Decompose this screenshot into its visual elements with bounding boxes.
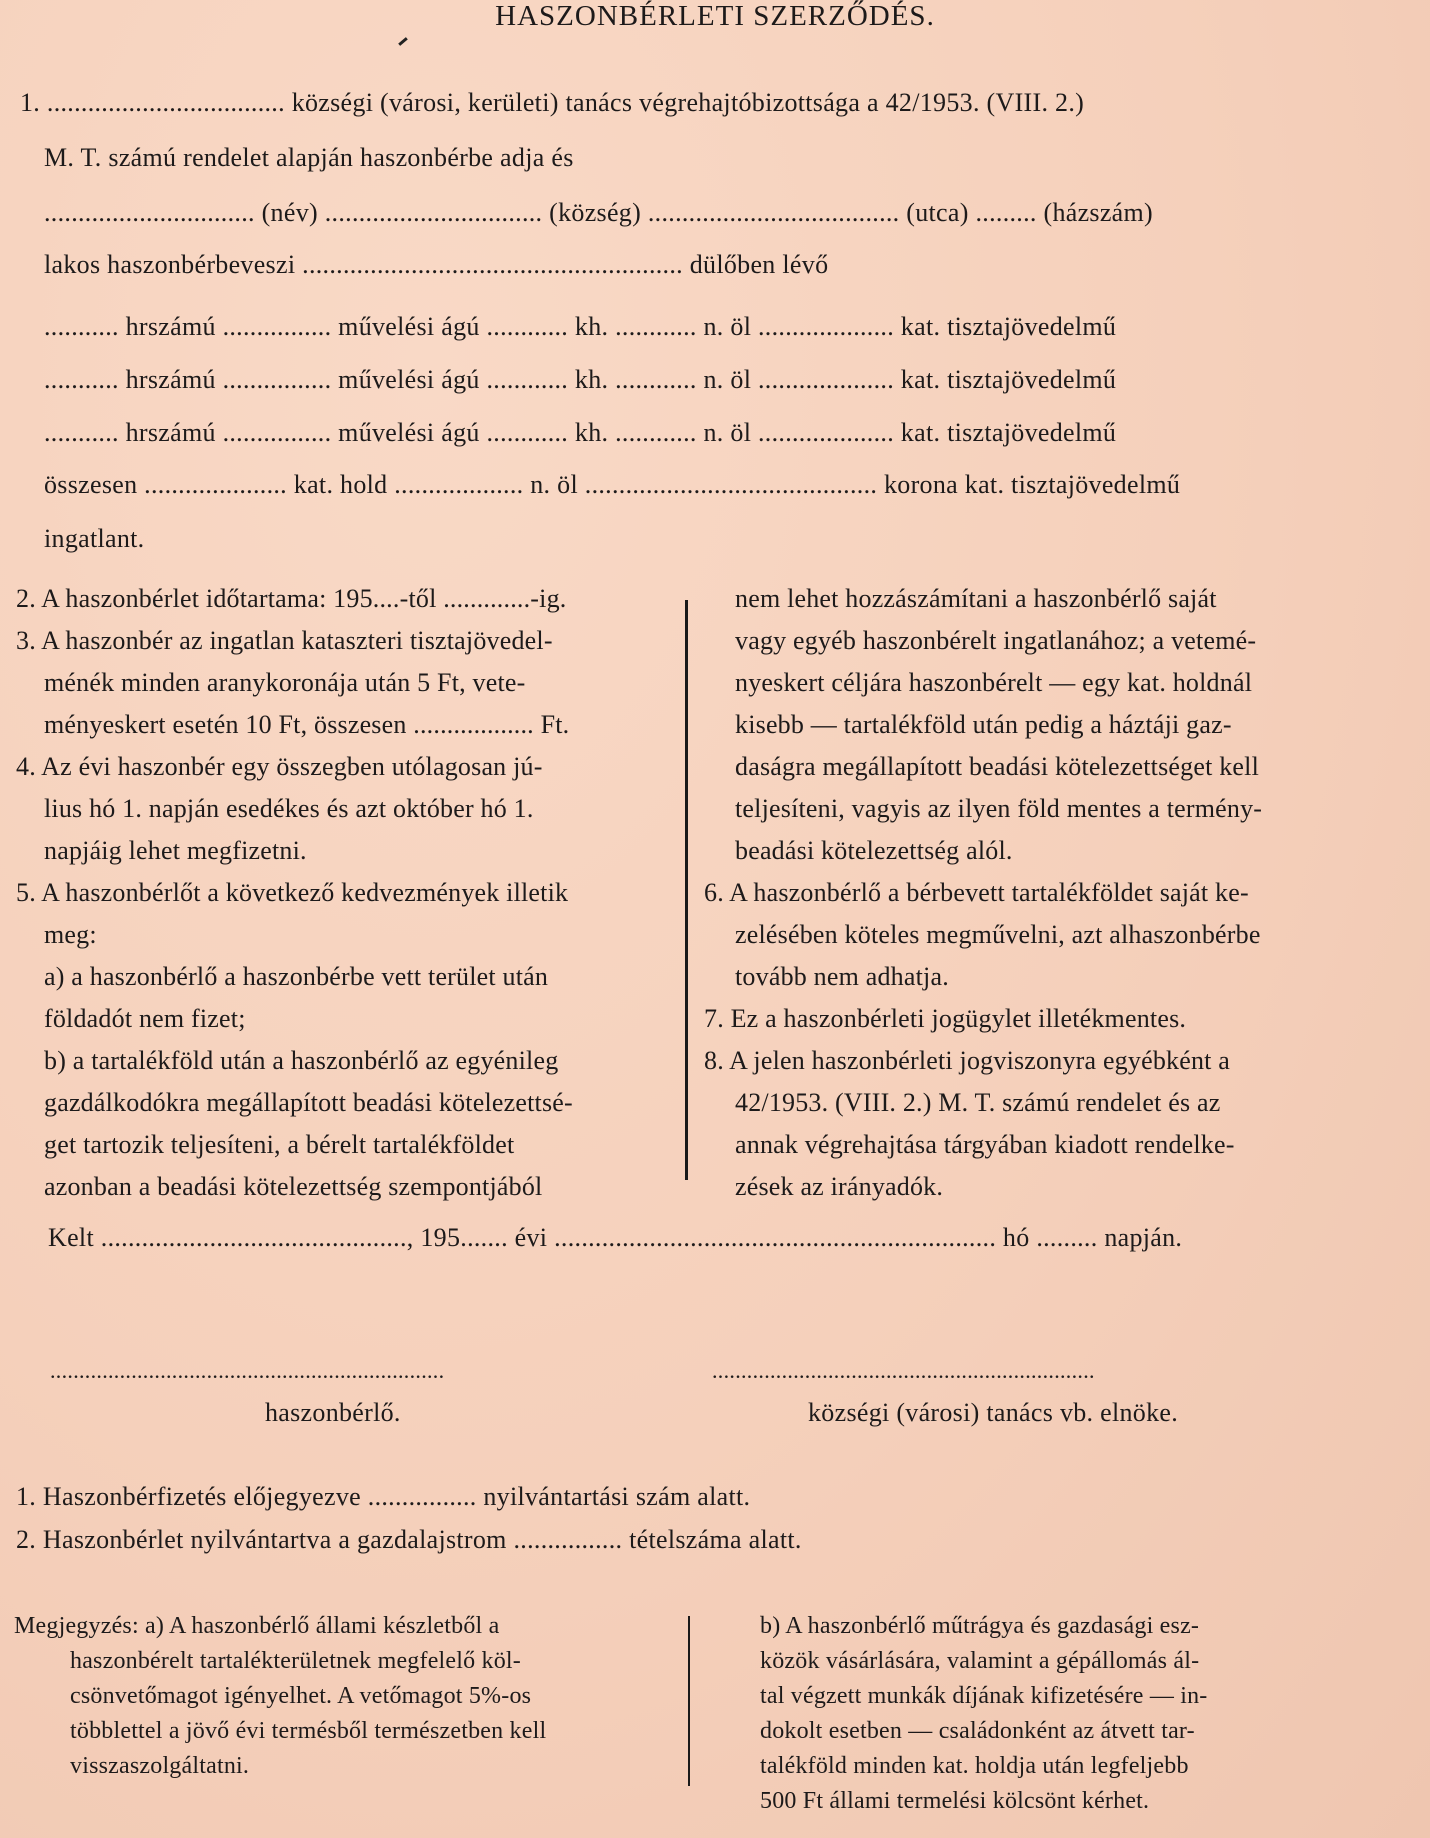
clause-7: 7. Ez a haszonbérleti jogügylet illetékmentes. (704, 1004, 1187, 1033)
registration-line-2: 2. Haszonbérlet nyilvántartva a gazdalajstrom ................ tételszáma alatt. (16, 1525, 802, 1554)
head-line-3: ............................... (név) ................................ (község) ..................................... (utca) ......... (házszám) (44, 198, 1154, 227)
clause-3-line-1: 3. A haszonbér az ingatlan kataszteri tisztajövedel- (16, 626, 553, 655)
parcel-line-1: ........... hrszámú ................ művelési ágú ............ kh. ............ n. öl .................... kat. tisztajövedelmű (44, 312, 1117, 341)
note-left (14, 1613, 684, 1813)
column-divider (685, 600, 688, 1180)
clause-5b-line-2: gazdálkodókra megállapított beadási kötelezettsé- (44, 1088, 573, 1117)
clause-4-line-1: 4. Az évi haszonbér egy összegben utólagosan jú- (16, 752, 543, 781)
clause-5b-line-1: b) a tartalékföld után a haszonbérlő az egyénileg (44, 1046, 559, 1075)
left-column (16, 584, 676, 1204)
ingatlant-line: ingatlant. (44, 524, 145, 553)
signature-label-right: községi (városi) tanács vb. elnöke. (808, 1398, 1179, 1427)
registration-line-1: 1. Haszonbérfizetés előjegyezve ................ nyilvántartási szám alatt. (16, 1482, 751, 1511)
clause-4-line-3: napjáig lehet megfizetni. (44, 836, 307, 865)
clause-5-line-1: 5. A haszonbérlőt a következő kedvezmények illetik (16, 878, 569, 907)
note-left-line-5: visszaszolgáltatni. (70, 1753, 250, 1779)
right-line-2: vagy egyéb haszonbérelt ingatlanához; a vetemé- (735, 626, 1257, 655)
clause-8-line-4: zések az irányadók. (735, 1172, 944, 1201)
document-title: HASZONBÉRLETI SZERZŐDÉS. (495, 0, 935, 32)
right-line-4: kisebb — tartalékföld után pedig a háztáji gaz- (735, 710, 1232, 739)
note-divider (688, 1616, 690, 1786)
clause-4-line-2: lius hó 1. napján esedékes és azt október hó 1. (44, 794, 534, 823)
clause-5a-line-1: a) a haszonbérlő a haszonbérbe vett terület után (44, 962, 549, 991)
right-line-6: teljesíteni, vagyis az ilyen föld mentes a termény- (735, 794, 1263, 823)
note-left-line-3: csönvetőmagot igényelhet. A vetőmagot 5%-os (70, 1683, 532, 1709)
signature-label-left: haszonbérlő. (265, 1398, 401, 1427)
kelt-line: Kelt ............................................., 195....... évi ................................................................. hó ......... napján. (48, 1223, 1183, 1252)
parcel-line-2: ........... hrszámú ................ művelési ágú ............ kh. ............ n. öl .................... kat. tisztajövedelmű (44, 365, 1117, 394)
total-line: összesen ..................... kat. hold ................... n. öl ........................................... korona kat. tisztajövedelmű (44, 470, 1181, 499)
right-line-7: beadási kötelezettség alól. (735, 836, 1013, 865)
note-left-line-1: Megjegyzés: a) A haszonbérlő állami készletből a (14, 1613, 500, 1639)
clause-6-line-2: zelésében köteles megművelni, azt alhaszonbérbe (735, 920, 1261, 949)
clause-3-line-2: ménék minden aranykoronája után 5 Ft, vete- (44, 668, 526, 697)
right-column (700, 584, 1360, 1204)
parcel-line-3: ........... hrszámú ................ művelési ágú ............ kh. ............ n. öl .................... kat. tisztajövedelmű (44, 418, 1117, 447)
note-left-line-4: többlettel a jövő évi termésből természetben kell (70, 1718, 547, 1744)
clause-2: 2. A haszonbérlet időtartama: 195....-től .............-ig. (16, 584, 567, 613)
note-left-line-2: haszonbérelt tartalékterületnek megfelelő köl- (70, 1648, 521, 1674)
clause-5b-line-4: azonban a beadási kötelezettség szempontjából (44, 1172, 543, 1201)
note-right (760, 1613, 1410, 1823)
clause-8-line-1: 8. A jelen haszonbérleti jogviszonyra egyébként a (704, 1046, 1231, 1075)
pen-mark (398, 37, 408, 46)
right-line-5: daságra megállapított beadási kötelezettséget kell (735, 752, 1260, 781)
clause-8-line-3: annak végrehajtása tárgyában kiadott rendelke- (735, 1130, 1235, 1159)
note-right-line-3: tal végzett munkák díjának kifizetésére — in- (760, 1683, 1208, 1709)
note-right-line-5: talékföld minden kat. holdja után legfeljebb (760, 1753, 1189, 1779)
clause-8-line-2: 42/1953. (VIII. 2.) M. T. számú rendelet és az (735, 1088, 1221, 1117)
right-line-1: nem lehet hozzászámítani a haszonbérlő saját (735, 584, 1217, 613)
clause-3-line-3: ményeskert esetén 10 Ft, összesen .................. Ft. (44, 710, 570, 739)
note-right-line-2: közök vásárlására, valamint a gépállomás ál- (760, 1648, 1200, 1674)
signature-line-right: .................................................................. (712, 1358, 1095, 1383)
clause-5a-line-2: földadót nem fizet; (44, 1004, 246, 1033)
head-line-2: M. T. számú rendelet alapján haszonbérbe adja és (44, 143, 574, 172)
head-line-1: 1. ................................... községi (városi, kerületi) tanács végrehajtóbizottsága a 42/1953. (VIII. 2.) (20, 88, 1085, 117)
signature-line-left: .................................................................... (50, 1358, 445, 1383)
note-right-line-1: b) A haszonbérlő műtrágya és gazdasági esz- (760, 1613, 1200, 1639)
note-right-line-6: 500 Ft állami termelési kölcsönt kérhet. (760, 1788, 1150, 1814)
head-line-4: lakos haszonbérbeveszi ........................................................ dülőben lévő (44, 250, 829, 279)
clause-5b-line-3: get tartozik teljesíteni, a bérelt tartalékföldet (44, 1130, 515, 1159)
note-right-line-4: dokolt esetben — családonként az átvett tar- (760, 1718, 1195, 1744)
clause-5-line-2: meg: (44, 920, 97, 949)
clause-6-line-3: tovább nem adhatja. (735, 962, 949, 991)
clause-6-line-1: 6. A haszonbérlő a bérbevett tartalékföldet saját ke- (704, 878, 1249, 907)
right-line-3: nyeskert céljára haszonbérelt — egy kat. holdnál (735, 668, 1253, 697)
